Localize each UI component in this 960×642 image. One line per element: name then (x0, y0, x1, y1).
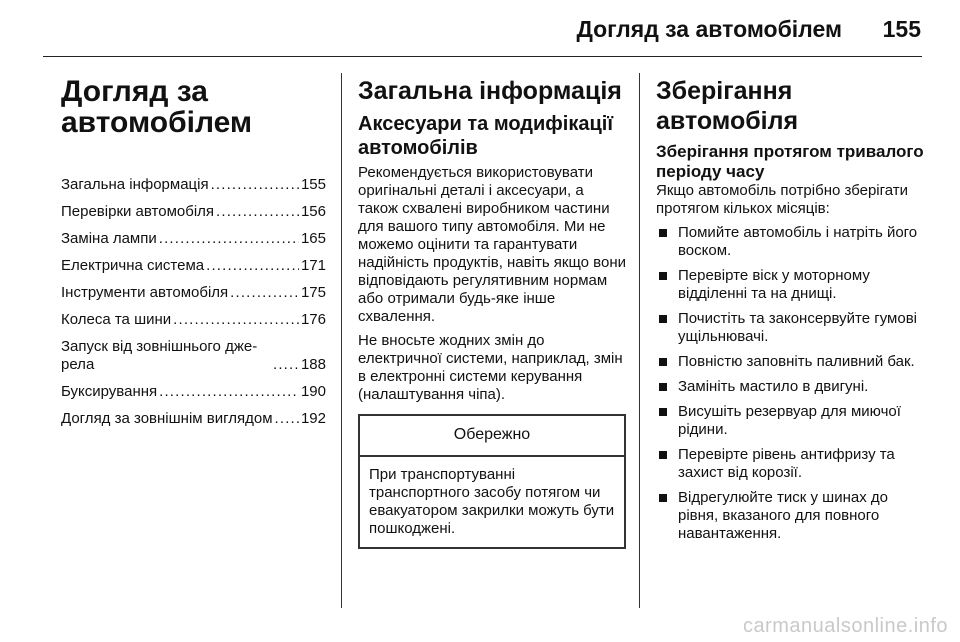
toc-entry-title: Інструменти автомобіля (61, 284, 229, 301)
square-bullet-icon (659, 272, 667, 280)
toc-entry[interactable] (61, 176, 326, 194)
table-of-contents (61, 176, 326, 428)
caution-box (358, 414, 626, 549)
toc-leader-dots (230, 284, 299, 302)
column-divider-2 (639, 73, 640, 608)
toc-entry-title: Перевірки автомобіля (61, 203, 215, 220)
list-item-text: Перевірте рівень антифризу та захист від корозії. (678, 446, 895, 481)
toc-entry[interactable] (61, 338, 326, 374)
toc-entry[interactable] (61, 203, 326, 221)
watermark-text: carmanualsonline.info (742, 615, 948, 637)
toc-entry[interactable] (61, 410, 326, 428)
toc-entry-title: Заміна лампи (61, 230, 157, 247)
toc-entry-page: 155 (300, 176, 326, 193)
list-item-text: Почистіть та законсервуйте гумові ущільнювачі. (678, 310, 918, 345)
square-bullet-icon (659, 229, 667, 237)
list-item (656, 224, 924, 260)
list-item (656, 353, 924, 371)
toc-entry-title: Запуск від зовнішнього дже-рела (61, 338, 258, 373)
toc-entry-page: 156 (300, 203, 326, 220)
toc-entry[interactable] (61, 383, 326, 401)
toc-leader-dots (173, 311, 299, 329)
general-info-column (358, 76, 626, 549)
header-divider (43, 56, 922, 57)
body-paragraph: Не вносьте жодних змін до електричної системи, наприклад, змін в електронні системи керування (налаштування чіпа). (358, 332, 623, 403)
toc-leader-dots (216, 203, 299, 221)
list-item-text: Помийте автомобіль і натріть його воском. (678, 224, 918, 259)
toc-leader-dots (211, 176, 299, 194)
chapter-title-line-2: автомобілем (61, 106, 253, 139)
list-item-text: Замініть мастило в двигуні. (678, 378, 869, 395)
vehicle-storage-column (656, 76, 924, 550)
page-header (0, 0, 960, 58)
caution-heading: Обережно (360, 416, 624, 457)
chapter-contents-column (61, 76, 326, 437)
square-bullet-icon (659, 315, 667, 323)
list-item (656, 446, 924, 482)
subsection-title: Аксесуари та модифікації автомобілів (358, 113, 613, 159)
toc-entry-title: Загальна інформація (61, 176, 209, 193)
square-bullet-icon (659, 358, 667, 366)
toc-leader-dots (159, 383, 299, 401)
toc-entry[interactable] (61, 284, 326, 302)
square-bullet-icon (659, 383, 667, 391)
list-item (656, 403, 924, 439)
chapter-title-line-1: Догляд за (61, 75, 208, 108)
list-item-text: Перевірте віск у моторному відділенні та на днищі. (678, 267, 870, 302)
column-divider-1 (341, 73, 342, 608)
intro-paragraph: Якщо автомобіль потрібно зберігати протягом кількох місяців: (656, 182, 909, 217)
list-item (656, 489, 924, 543)
toc-entry[interactable] (61, 257, 326, 275)
toc-entry-page: 175 (300, 284, 326, 301)
list-item-text: Висушіть резервуар для миючої рідини. (678, 403, 901, 438)
toc-entry-page: 190 (300, 383, 326, 400)
toc-entry-title: Колеса та шини (61, 311, 172, 328)
toc-entry-title: Електрична система (61, 257, 205, 274)
caution-text: При транспортуванні транспортного засобу потягом чи евакуатором закрилки можуть бути пошкоджені. (369, 466, 615, 537)
list-item-text: Повністю заповніть паливний бак. (678, 353, 915, 370)
square-bullet-icon (659, 408, 667, 416)
section-title: Зберігання автомобіля (656, 77, 799, 135)
toc-entry-title: Буксирування (61, 383, 158, 400)
toc-entry-page: 176 (300, 311, 326, 328)
toc-entry[interactable] (61, 230, 326, 248)
list-item-text: Відрегулюйте тиск у шинах до рівня, вказаного для повного навантаження. (678, 489, 888, 542)
toc-leader-dots (273, 356, 299, 374)
toc-leader-dots (206, 257, 299, 275)
running-title: Догляд за автомобілем (576, 16, 842, 42)
chapter-title (61, 76, 326, 138)
toc-entry[interactable] (61, 311, 326, 329)
square-bullet-icon (659, 451, 667, 459)
page-number: 155 (882, 16, 921, 42)
toc-leader-dots (275, 410, 299, 428)
body-paragraph: Рекомендується використовувати оригінальні деталі і аксесуари, а також схвалені виробником частини для вашого типу автомобіля. Ми не можемо оцінити та гарантувати надійність продуктів, навіть якщо вони відповідають регулятивним нормам або отримали будь-яке інше схвалення. (358, 164, 626, 325)
list-item (656, 267, 924, 303)
toc-entry-page: 171 (300, 257, 326, 274)
toc-entry-page: 192 (300, 410, 326, 427)
toc-entry-title: Догляд за зовнішнім виглядом (61, 410, 273, 427)
storage-checklist (656, 224, 924, 543)
square-bullet-icon (659, 494, 667, 502)
toc-entry-page: 165 (300, 230, 326, 247)
toc-leader-dots (159, 230, 299, 248)
list-item (656, 378, 924, 396)
list-item (656, 310, 924, 346)
subsection-title: Зберігання протягом тривалого періоду часу (656, 142, 924, 181)
section-title: Загальна інформація (358, 77, 622, 105)
toc-entry-page: 188 (300, 356, 326, 373)
